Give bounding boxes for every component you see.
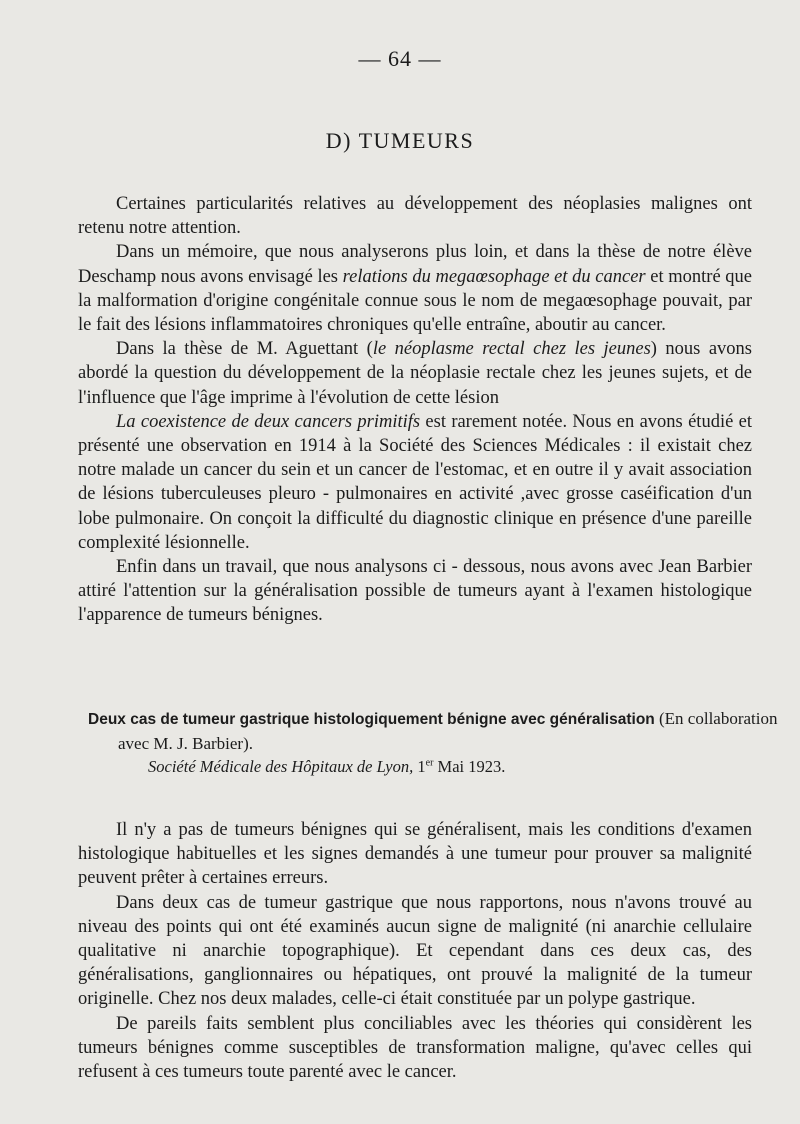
intro-paragraph <box>78 555 752 628</box>
italic-text: La coexistence de deux cancers primitifs <box>116 411 421 432</box>
entry-source-journal: Société Médicale des Hôpitaux de Lyon, <box>148 757 414 776</box>
paragraph-text: Dans la thèse de M. Aguettant ( <box>116 339 373 360</box>
article-paragraph: Il n'y a pas de tumeurs bénignes qui se généralisent, mais les conditions d'examen histologique habituelles et les signes demandés à une tumeur pour prouver sa malignité peuvent prêter à certaines erreurs. <box>78 820 752 889</box>
paragraph-text: Enfin dans un travail, que nous analysons ci - dessous, nous avons avec Jean Barbier attiré l'attention sur la généralisation possible de tumeurs ayant à l'examen histologique l'apparence de tumeurs bénignes. <box>78 557 752 626</box>
page-number: — 64 — <box>358 46 442 71</box>
intro-paragraph <box>78 240 752 337</box>
entry-title-rest: (En collaboration avec M. J. Barbier). <box>118 709 778 753</box>
entry-source <box>148 757 748 777</box>
entry-title-bold: Deux cas de tumeur gastrique histologiquement bénigne avec généralisation <box>88 711 655 728</box>
paragraph-text: ) nous avons abordé la question du développement de la néoplasie rectale chez les jeunes sujets, et de l'influence que l'âge imprime à l'évolution de cette lésion <box>78 339 753 408</box>
intro-paragraph <box>78 337 752 410</box>
entry-source-sup: er <box>425 757 434 769</box>
intro-paragraph <box>78 192 752 240</box>
paragraph-text: Certaines particularités relatives au développement des néoplasies malignes ont retenu notre attention. <box>78 194 752 239</box>
paragraph-text: Dans un mémoire, que nous analyserons plus loin, et dans la thèse de notre élève Deschamp nous avons envisagé les <box>78 242 752 287</box>
article-paragraph: Dans deux cas de tumeur gastrique que nous rapportons, nous n'avons trouvé au niveau des points qui ont été examinés aucun signe de malignité (ni anarchie cellulaire qualitative ni anarchie topographique). Et cependant dans ces deux cas, des généralisations, ganglionnaires ou hépatiques, ont prouvé la malignité de la tumeur originelle. Chez nos deux malades, celle-ci était constituée par un polype gastrique. <box>78 892 752 1010</box>
entry-title <box>88 707 782 756</box>
paragraph-text: et montré que la malformation d'origine congénitale connue sous le nom de megaœsophage pouvait, par le fait des lésions inflammatoires chroniques qu'elle entraîne, aboutir au cancer. <box>78 266 752 336</box>
intro-section <box>78 192 752 628</box>
italic-text: relations du megaœsophage et du cancer <box>342 266 646 287</box>
paragraph-text: est rarement notée. Nous en avons étudié et présenté une observation en 1914 à la Société des Sciences Médicales : il existait chez notre malade un cancer du sein et un cancer de l'estomac, et en outre il y avait association de lésions tuberculeuses pleuro - pulmonaires en activité ,avec grosse caséification d'un lobe pulmonaire. On conçoit la difficulté du diagnostic clinique en présence d'une pareille complexité lésionnelle. <box>78 411 752 553</box>
italic-text: le néoplasme rectal chez les jeunes <box>372 339 651 360</box>
section-title: D) TUMEURS <box>325 128 475 153</box>
article-section <box>78 818 752 1084</box>
intro-paragraph <box>78 410 752 555</box>
article-paragraph: De pareils faits semblent plus conciliables avec les théories qui considèrent les tumeurs bénignes comme susceptibles de transformation maligne, qu'avec celles qui refusent à ces tumeurs toute parenté avec le cancer. <box>78 1013 752 1083</box>
entry-source-date: Mai 1923. <box>433 757 506 776</box>
entry-source-day: 1 <box>413 757 426 776</box>
